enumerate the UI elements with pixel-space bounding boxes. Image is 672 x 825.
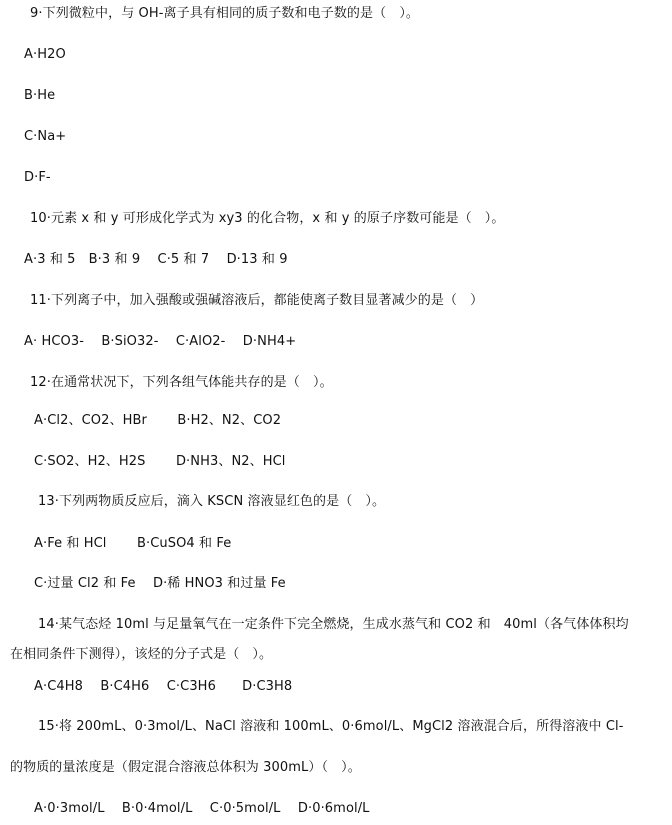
question-13-stem: 13·下列两物质反应后，滴入 KSCN 溶液显红色的是（ ）。 [38, 494, 386, 509]
question-9-option-c: C·Na+ [24, 129, 67, 144]
question-9-stem: 9·下列微粒中，与 OH-离子具有相同的质子数和电子数的是（ ）。 [30, 6, 420, 21]
question-13-options-cd: C·过量 Cl2 和 Fe D·稀 HNO3 和过量 Fe [34, 576, 286, 591]
question-13-options-ab: A·Fe 和 HCl B·CuSO4 和 Fe [34, 536, 232, 551]
question-14-stem-continued: 在相同条件下测得），该烃的分子式是（ ）。 [10, 647, 273, 662]
question-12-options-ab: A·Cl2、CO2、HBr B·H2、N2、CO2 [34, 413, 282, 428]
question-14-stem: 14·某气态烃 10ml 与足量氧气在一定条件下完全燃烧，生成水蒸气和 CO2 和 40ml（各气体体积均 [38, 617, 629, 632]
question-11-stem: 11·下列离子中，加入强酸或强碱溶液后，都能使离子数目显著减少的是（ ） [30, 293, 484, 308]
question-10-options: A·3 和 5 B·3 和 9 C·5 和 7 D·13 和 9 [24, 252, 288, 267]
question-15-stem: 15·将 200mL、0·3mol/L、NaCl 溶液和 100mL、0·6mol/L、MgCl2 溶液混合后，所得溶液中 Cl- [38, 719, 624, 734]
question-12-options-cd: C·SO2、H2、H2S D·NH3、N2、HCl [34, 454, 286, 469]
question-15-options: A·0·3mol/L B·0·4mol/L C·0·5mol/L D·0·6mol/L [34, 801, 370, 816]
question-9-option-d: D·F- [24, 170, 51, 185]
question-11-options: A· HCO3- B·SiO32- C·AlO2- D·NH4+ [24, 334, 297, 349]
question-14-options: A·C4H8 B·C4H6 C·C3H6 D·C3H8 [34, 679, 293, 694]
question-9-option-a: A·H2O [24, 47, 66, 62]
question-10-stem: 10·元素 x 和 y 可形成化学式为 xy3 的化合物，x 和 y 的原子序数可能是（ ）。 [30, 211, 505, 226]
question-9-option-b: B·He [24, 88, 56, 103]
question-12-stem: 12·在通常状况下，下列各组气体能共存的是（ ）。 [30, 375, 333, 390]
question-15-stem-continued: 的物质的量浓度是（假定混合溶液总体积为 300mL）（ ）。 [10, 760, 361, 775]
